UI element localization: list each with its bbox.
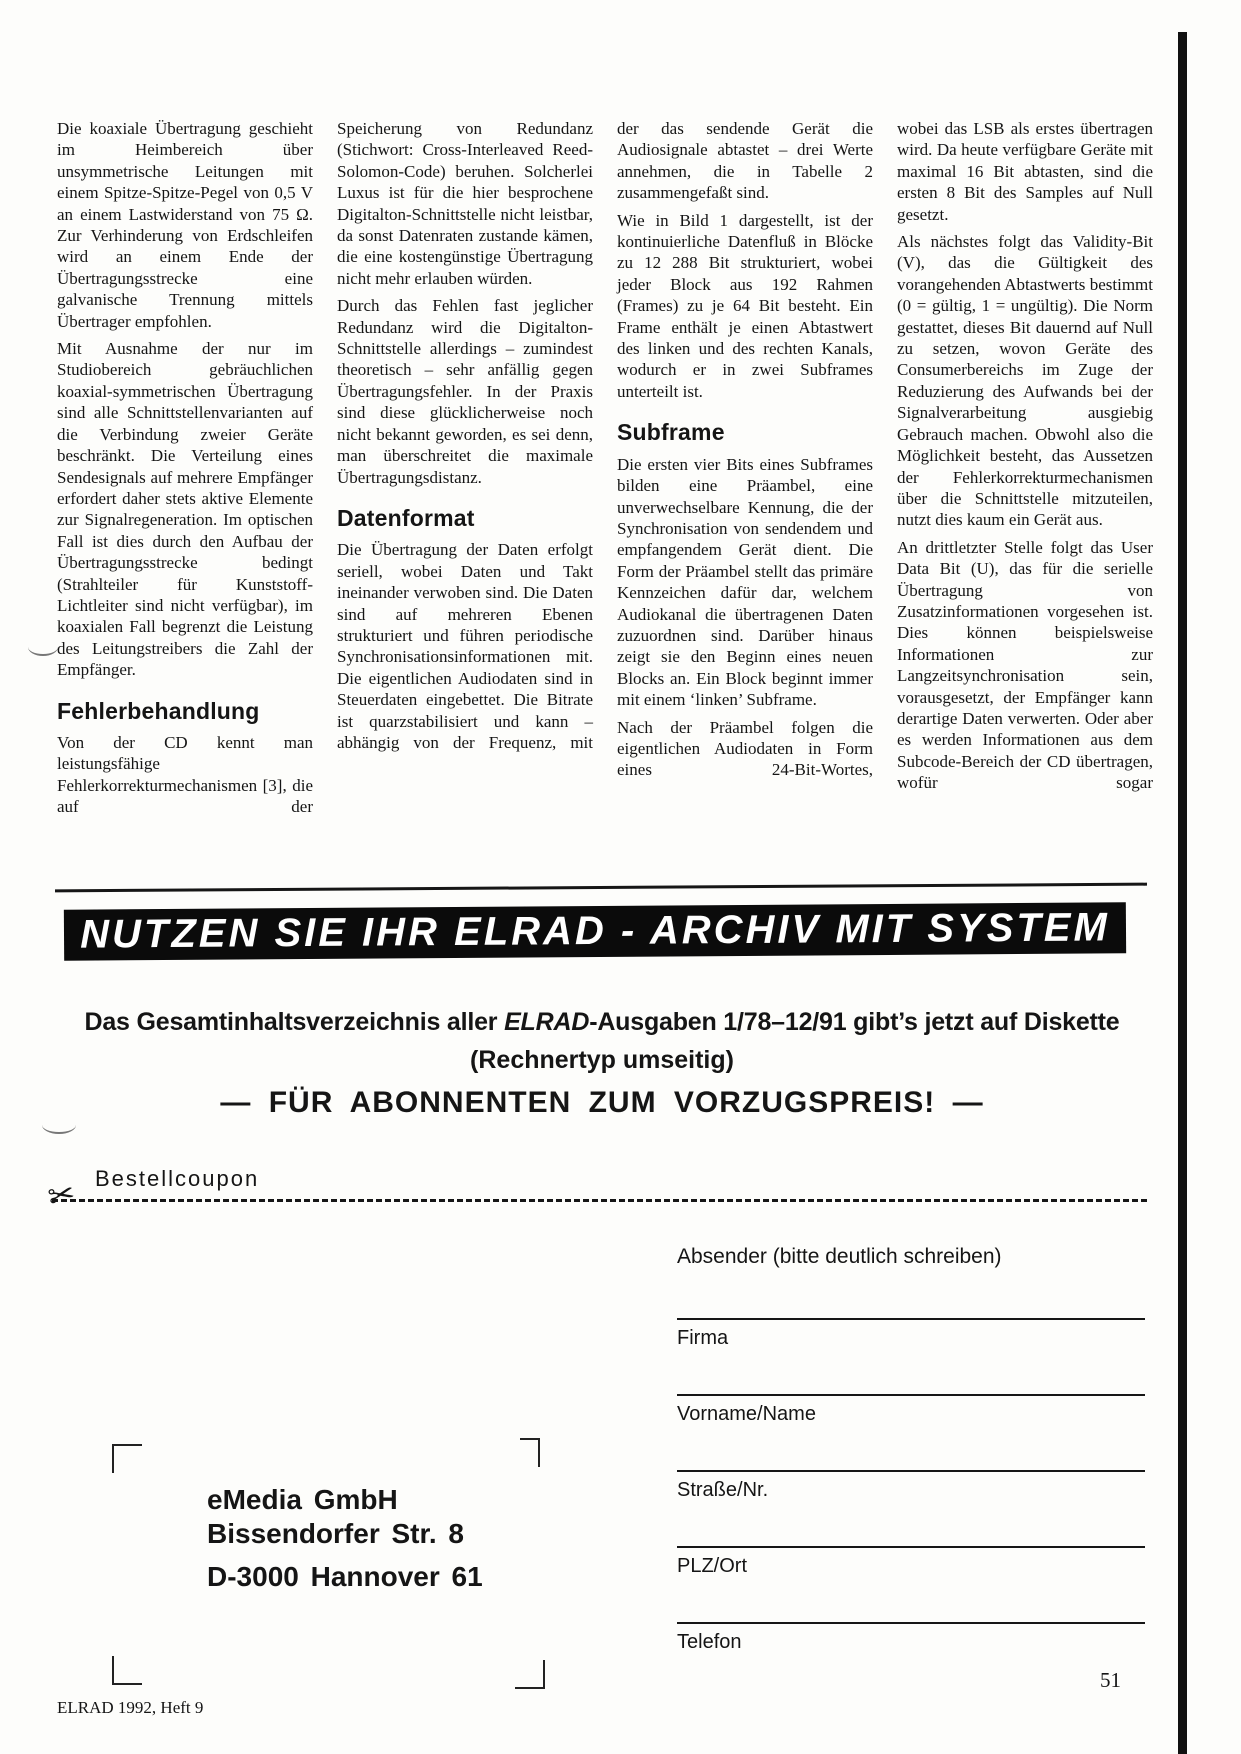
article-column-2 — [337, 118, 593, 824]
article-columns — [57, 118, 1153, 824]
paragraph: Wie in Bild 1 dargestellt, ist der kontinuierliche Datenfluß in Blöcke zu 12 288 Bit strukturiert, wobei jeder Block aus 192 Rahmen (Frames) zu je 64 Bit besteht. Ein Frame enthält je einen Abtastwert des linken und des rechten Kanals, wodurch er in zwei Subframes unterteilt ist. — [617, 210, 873, 401]
article-column-4 — [897, 118, 1153, 824]
form-field-plz-ort: PLZ/Ort — [677, 1546, 1145, 1578]
order-form — [677, 1245, 1145, 1654]
form-field-vorname-name: Vorname/Name — [677, 1394, 1145, 1426]
ad-banner — [64, 902, 1126, 960]
ad-banner-text: NUTZEN SIE IHR ELRAD - ARCHIV MIT SYSTEM — [80, 905, 1110, 957]
paragraph: An drittletzter Stelle folgt das User Data Bit (U), das für die serielle Übertragung von Zusatzinformationen vorgesehen ist. Dies können beispielsweise Informationen zur Langzeitsynchronisation sein, vorausgesetzt, der Empfänger kann derartige Daten verwerten. Oder aber es werden Informationen aus dem Subcode-Bereich der CD übertragen, wofür sogar — [897, 537, 1153, 793]
paragraph: Mit Ausnahme der nur im Studiobereich gebräuchlichen koaxial-symmetrischen Übertragung sind alle Schnittstellenvarianten auf die Verbindung zweier Geräte beschränkt. Die Verteilung eines Sendesignals auf mehrere Empfänger erfordert daher stets aktive Elemente zur Signalregeneration. Im optischen Fall ist dies durch den Aufbau der Übertragungsstrecke bedingt (Strahlteiler für Kunststoff-Lichtleiter sind nicht verfügbar), im koaxialen Fall begrenzt die Leistung des Leitungstreibers die Zahl der Empfänger. — [57, 339, 313, 680]
ad-subhead: — FÜR ABONNENTEN ZUM VORZUGSPREIS! — — [220, 1086, 984, 1119]
scan-artifact-mark — [28, 638, 58, 656]
ad-headline-prefix: Das Gesamtinhaltsverzeichnis aller — [84, 1008, 505, 1036]
ad-headline-brand: ELRAD — [504, 1008, 590, 1036]
coupon-label: Bestellcoupon — [95, 1166, 260, 1191]
page-edge-binding-bar — [1178, 32, 1187, 1754]
scissors-icon: ✂ — [44, 1173, 79, 1217]
article-column-1 — [57, 118, 313, 824]
paragraph: Speicherung von Redundanz (Stichwort: Cross-Interleaved Reed-Solomon-Code) beruhen. Solcherlei Luxus ist für die hier besprochene Digitalton-Schnittstelle nicht leistbar, da sonst Datenraten zustande kämen, die eine kostengünstige Übertragung nicht mehr erlauben würden. — [337, 119, 593, 288]
ad-headline — [57, 1008, 1147, 1037]
paragraph: Die ersten vier Bits eines Subframes bilden eine Präambel, eine unverwechselbare Kennung, die der Synchronisation von sendendem und empfangendem Gerät dient. Die Form der Präambel stellt das primäre Kennzeichen dafür dar, welchem Audiokanal die übertragenen Daten zuzuordnen sind. Darüber hinaus zeigt sie den Beginn eines neuen Blocks an. Ein Block beginnt immer mit einem ‘linken’ Subframe. — [617, 454, 873, 710]
paragraph: der das sendende Gerät die Audiosignale abtastet – drei Werte annehmen, die in Tabelle 2 zusammengefaßt sind. — [617, 119, 873, 203]
address-line-city: D-3000 Hannover 61 — [207, 1561, 483, 1592]
page-number: 51 — [1100, 1668, 1121, 1692]
form-field-strasse-nr: Straße/Nr. — [677, 1470, 1145, 1502]
paragraph: Die Übertragung der Daten erfolgt seriell, wobei Daten und Takt ineinander verwoben sind. Die Daten sind auf mehreren Ebenen strukturiert und führen periodische Synchronisationsinformationen mit. Die eigentlichen Audiodaten sind in Steuerdaten eingebettet. Die Bitrate ist quarzstabilisiert und kann – abhängig von der Frequenz, mit — [337, 540, 593, 752]
ad-headline-suffix: -Ausgaben 1/78–12/91 gibt’s jetzt auf Diskette — [589, 1008, 1120, 1036]
form-field-firma: Firma — [677, 1318, 1145, 1350]
paragraph: Von der CD kennt man leistungsfähige Fehlerkorrekturmechanismen [3], die auf der — [57, 732, 313, 817]
address-crop-mark-bottom-right — [515, 1660, 545, 1689]
section-heading-subframe: Subframe — [617, 419, 725, 446]
address-crop-mark-top-right — [520, 1438, 540, 1467]
mailing-address — [207, 1483, 483, 1594]
ad-headline-line2: (Rechnertyp umseitig) — [470, 1046, 734, 1074]
address-crop-mark-top-left — [112, 1444, 142, 1473]
paragraph: Als nächstes folgt das Validity-Bit (V), das die Gültigkeit des vorangehenden Abtastwerts bestimmt (0 = gültig, 1 = ungültig). Die Norm gestattet, dieses Bit dauernd auf Null zu setzen, wovon Geräte des Consumerbereichs im Zuge der Reduzierung des Aufwands bei der Signalverarbeitung ausgiebig Gebrauch machen. Obwohl also die Möglichkeit besteht, das Aussetzen der Fehlerkorrekturmechanismen über die Schnittstelle mitzuteilen, nutzt dies kaum ein Gerät aus. — [897, 232, 1153, 530]
section-heading-datenformat: Datenformat — [337, 504, 475, 531]
coupon-cut-line — [52, 1199, 1147, 1202]
paragraph: Die koaxiale Übertragung geschieht im Heimbereich über unsymmetrische Leitungen mit einem Spitze-Spitze-Pegel von 0,5 V an einem Lastwiderstand von 75 Ω. Zur Verhinderung von Erdschleifen wird an einem Ende der Übertragungsstrecke eine galvanische Trennung mittels Übertrager empfohlen. — [57, 119, 313, 331]
paragraph: wobei das LSB als erstes übertragen wird. Da heute verfügbare Geräte mit maximal 16 Bit abtasten, sind die ersten 8 Bit des Samples auf Null gesetzt. — [897, 119, 1153, 224]
section-heading-fehlerbehandlung: Fehlerbehandlung — [57, 697, 260, 724]
address-line-street: Bissendorfer Str. 8 — [207, 1518, 464, 1549]
form-field-telefon: Telefon — [677, 1622, 1145, 1654]
form-heading: Absender (bitte deutlich schreiben) — [677, 1245, 1002, 1268]
address-crop-mark-bottom-left — [112, 1656, 142, 1685]
horizontal-divider — [55, 883, 1147, 893]
article-column-3 — [617, 118, 873, 824]
paragraph: Durch das Fehlen fast jeglicher Redundanz wird die Digitalton-Schnittstelle allerdings – zumindest theoretisch – sehr anfällig gegen Übertragungsfehler. In der Praxis sind diese glücklicherweise noch nicht bekannt geworden, es sei denn, man überschreitet die maximale Übertragungsdistanz. — [337, 296, 593, 487]
address-line-company: eMedia GmbH — [207, 1484, 398, 1515]
paragraph: Nach der Präambel folgen die eigentlichen Audiodaten in Form eines 24-Bit-Wortes, — [617, 717, 873, 780]
footer-issue-info: ELRAD 1992, Heft 9 — [57, 1698, 204, 1717]
